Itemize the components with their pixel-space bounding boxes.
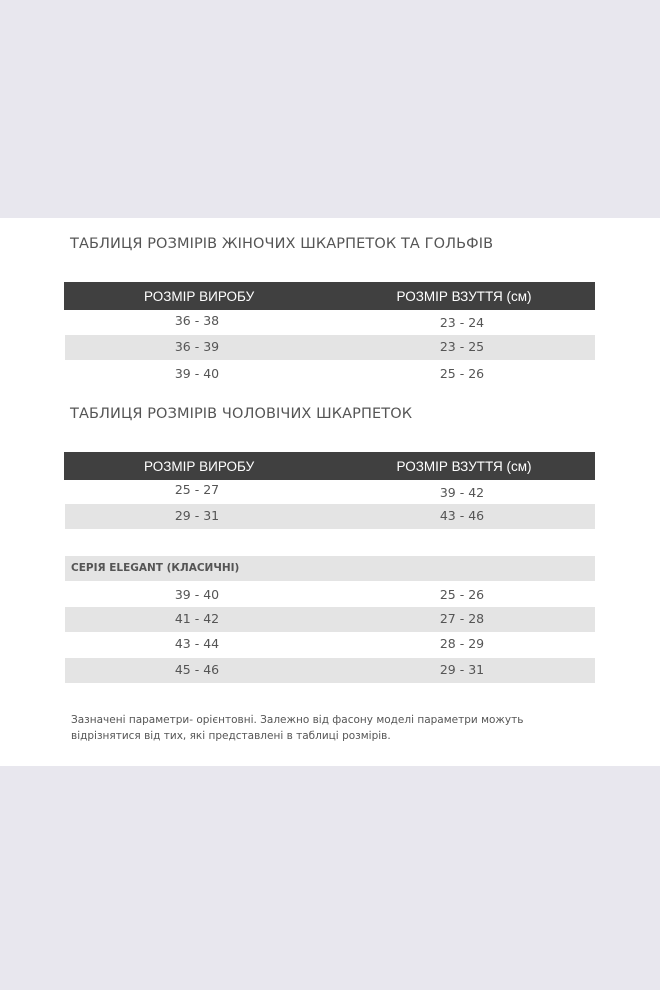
shoe-size-cell: 27 - 28 (439, 611, 485, 626)
table-row (65, 310, 595, 335)
women-table-header (64, 282, 595, 310)
size-chart-sheet (0, 218, 660, 766)
table-row (65, 504, 595, 529)
product-size-cell: 36 - 38 (174, 313, 220, 328)
shoe-size-cell: 23 - 25 (439, 339, 485, 354)
disclaimer-note: Зазначені параметри- орієнтовні. Залежно від фасону моделі параметри можуть відрізнятися від тих, які представлені в таблиці розмірів. (71, 714, 524, 742)
shoe-size-cell: 25 - 26 (439, 366, 485, 381)
product-size-cell: 25 - 27 (174, 482, 220, 497)
men-table-title: ТАБЛИЦЯ РОЗМІРІВ ЧОЛОВІЧИХ ШКАРПЕТОК (70, 406, 413, 422)
men-header-product-size: РОЗМІР ВИРОБУ (144, 459, 255, 474)
men-table-header (64, 452, 595, 480)
shoe-size-cell: 28 - 29 (439, 636, 485, 651)
product-size-cell: 36 - 39 (174, 339, 220, 354)
table-row (65, 335, 595, 360)
table-row (65, 361, 595, 386)
product-size-cell: 43 - 44 (174, 636, 220, 651)
elegant-series-label: СЕРІЯ ELEGANT (КЛАСИЧНІ) (71, 562, 240, 574)
product-size-cell: 39 - 40 (174, 366, 220, 381)
shoe-size-cell: 43 - 46 (439, 508, 485, 523)
product-size-cell: 41 - 42 (174, 611, 220, 626)
table-row (65, 582, 595, 607)
women-table-title: ТАБЛИЦЯ РОЗМІРІВ ЖІНОЧИХ ШКАРПЕТОК ТА ГОЛЬФІВ (70, 236, 494, 252)
women-header-shoe-size: РОЗМІР ВЗУТТЯ (см) (396, 289, 532, 304)
product-size-cell: 45 - 46 (174, 662, 220, 677)
shoe-size-cell: 29 - 31 (439, 662, 485, 677)
product-size-cell: 29 - 31 (174, 508, 220, 523)
table-row (65, 632, 595, 657)
shoe-size-cell: 23 - 24 (439, 315, 485, 330)
product-size-cell: 39 - 40 (174, 587, 220, 602)
elegant-series-section (65, 556, 595, 581)
women-header-product-size: РОЗМІР ВИРОБУ (144, 289, 255, 304)
shoe-size-cell: 39 - 42 (439, 485, 485, 500)
shoe-size-cell: 25 - 26 (439, 587, 485, 602)
men-header-shoe-size: РОЗМІР ВЗУТТЯ (см) (396, 459, 532, 474)
table-row (65, 658, 595, 683)
table-row (65, 480, 595, 505)
table-row (65, 607, 595, 632)
